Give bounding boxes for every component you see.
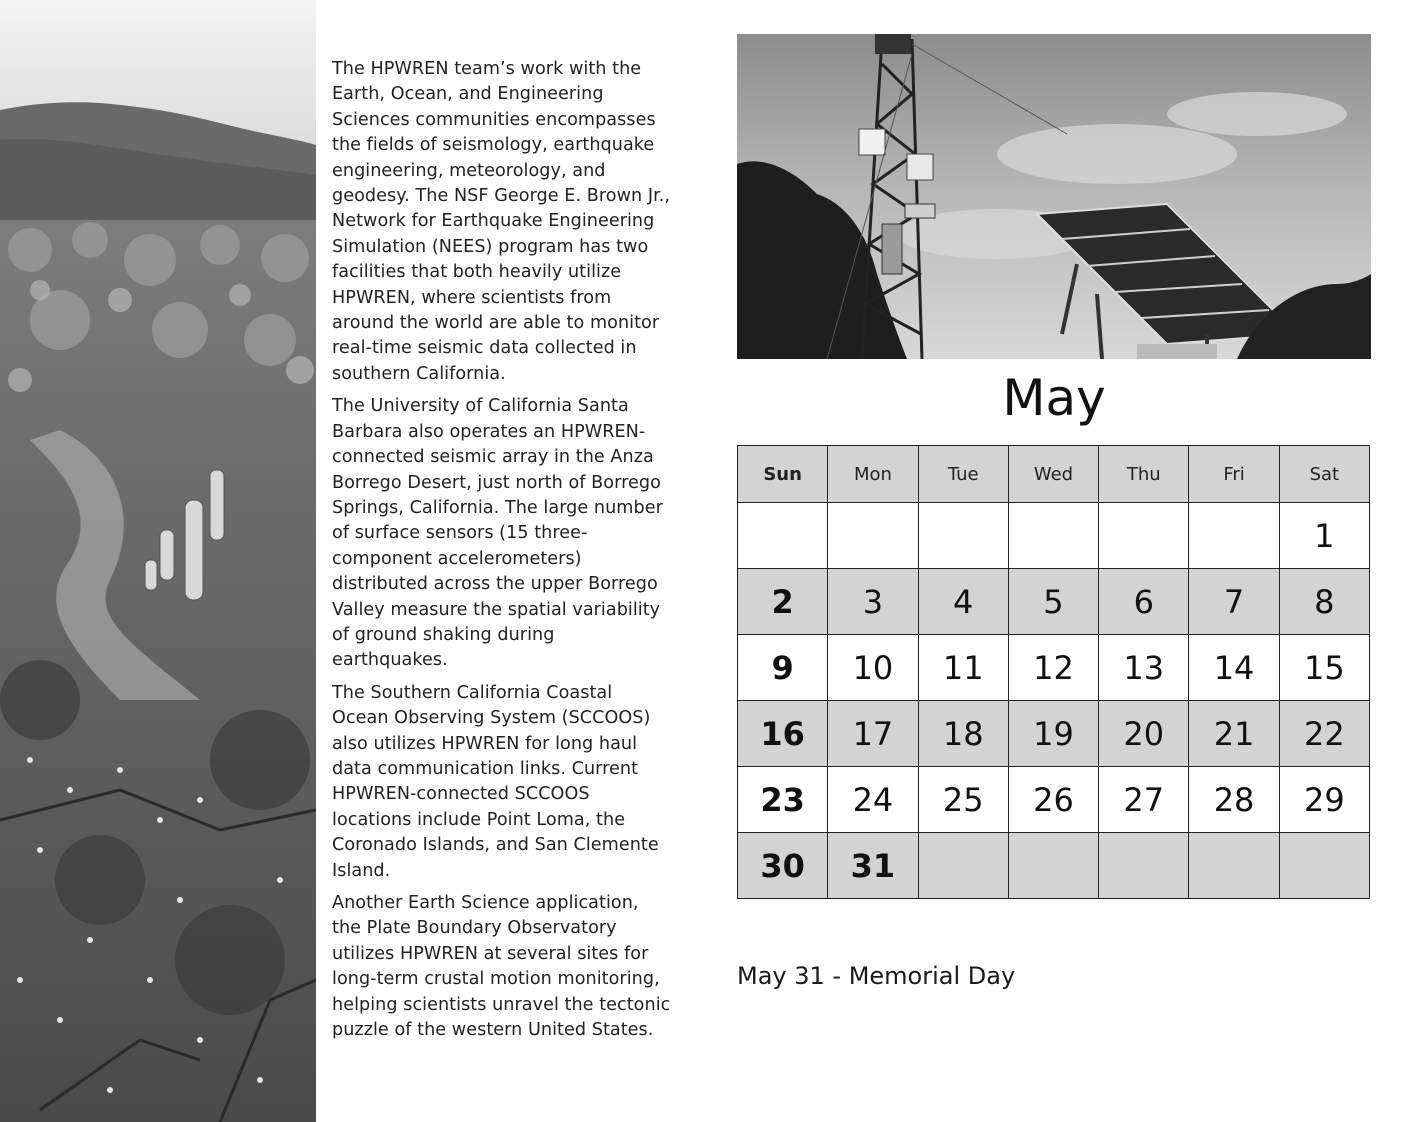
weekday-header: Tue <box>918 446 1008 503</box>
month-title: May <box>1002 369 1106 427</box>
month-calendar-grid <box>737 445 1370 899</box>
day-cell <box>1279 833 1369 899</box>
paragraph-pbo: Another Earth Science application, the Plate Boundary Observatory utilizes HPWREN at several sites for long-term crustal motion monitoring, helping scientists unravel the tectonic puzzle of the western United States. <box>332 893 671 1041</box>
weekday-header: Wed <box>1008 446 1098 503</box>
weekday-header: Sun <box>738 446 828 503</box>
day-cell-holiday: 31 <box>828 833 918 899</box>
week-row <box>738 503 1370 569</box>
day-cell: 21 <box>1189 701 1279 767</box>
week-row <box>738 833 1370 899</box>
day-cell: 20 <box>1099 701 1189 767</box>
day-cell <box>738 503 828 569</box>
day-cell <box>828 503 918 569</box>
week-row <box>738 767 1370 833</box>
desert-cactus-photo <box>0 0 316 1122</box>
week-row <box>738 701 1370 767</box>
day-cell <box>1189 833 1279 899</box>
weekday-header: Fri <box>1189 446 1279 503</box>
day-cell: 23 <box>738 767 828 833</box>
holiday-note: May 31 - Memorial Day <box>737 962 1016 990</box>
day-cell: 16 <box>738 701 828 767</box>
day-cell: 28 <box>1189 767 1279 833</box>
day-cell: 12 <box>1008 635 1098 701</box>
day-cell: 30 <box>738 833 828 899</box>
article-text <box>332 57 672 1050</box>
day-cell <box>1099 503 1189 569</box>
day-cell: 17 <box>828 701 918 767</box>
weekday-header: Sat <box>1279 446 1369 503</box>
day-cell: 14 <box>1189 635 1279 701</box>
weekday-header: Mon <box>828 446 918 503</box>
paragraph-ucsb: The University of California Santa Barbara also operates an HPWREN-connected seismic array in the Anza Borrego Desert, just north of Borrego Springs, California. The large number of surface sensors (15 three-component accelerometers) distributed across the upper Borrego Valley measure the spatial variability of ground shaking during earthquakes. <box>332 396 663 671</box>
day-cell: 6 <box>1099 569 1189 635</box>
day-cell: 10 <box>828 635 918 701</box>
day-cell: 11 <box>918 635 1008 701</box>
day-cell <box>1008 503 1098 569</box>
paragraph-sccoos: The Southern California Coastal Ocean Observing System (SCCOOS) also utilizes HPWREN for long haul data communication links. Current HPWREN-connected SCCOOS locations include Point Loma, the Coronado Islands, and San Clemente Island. <box>332 682 659 881</box>
day-cell: 25 <box>918 767 1008 833</box>
day-cell: 5 <box>1008 569 1098 635</box>
day-cell: 29 <box>1279 767 1369 833</box>
weekday-header: Thu <box>1099 446 1189 503</box>
day-cell: 2 <box>738 569 828 635</box>
day-cell: 8 <box>1279 569 1369 635</box>
tower-solar-panel-photo <box>737 34 1371 359</box>
day-cell <box>1099 833 1189 899</box>
day-cell: 15 <box>1279 635 1369 701</box>
day-cell: 13 <box>1099 635 1189 701</box>
week-row <box>738 635 1370 701</box>
day-cell: 24 <box>828 767 918 833</box>
day-cell: 9 <box>738 635 828 701</box>
day-cell: 18 <box>918 701 1008 767</box>
day-cell <box>1189 503 1279 569</box>
paragraph-nees: The HPWREN team’s work with the Earth, Ocean, and Engineering Sciences communities encompasses the fields of seismology, earthquake engineering, meteorology, and geodesy. The NSF George E. Brown Jr., Network for Earthquake Engineering Simulation (NEES) program has two facilities that both heavily utilize HPWREN, where scientists from around the world are able to monitor real-time seismic data collected in southern California. <box>332 59 671 384</box>
weekday-header-row <box>738 446 1370 503</box>
day-cell: 26 <box>1008 767 1098 833</box>
day-cell: 19 <box>1008 701 1098 767</box>
week-row <box>738 569 1370 635</box>
day-cell: 1 <box>1279 503 1369 569</box>
day-cell: 3 <box>828 569 918 635</box>
day-cell: 4 <box>918 569 1008 635</box>
day-cell <box>1008 833 1098 899</box>
day-cell: 7 <box>1189 569 1279 635</box>
day-cell <box>918 833 1008 899</box>
day-cell: 27 <box>1099 767 1189 833</box>
day-cell: 22 <box>1279 701 1369 767</box>
day-cell <box>918 503 1008 569</box>
